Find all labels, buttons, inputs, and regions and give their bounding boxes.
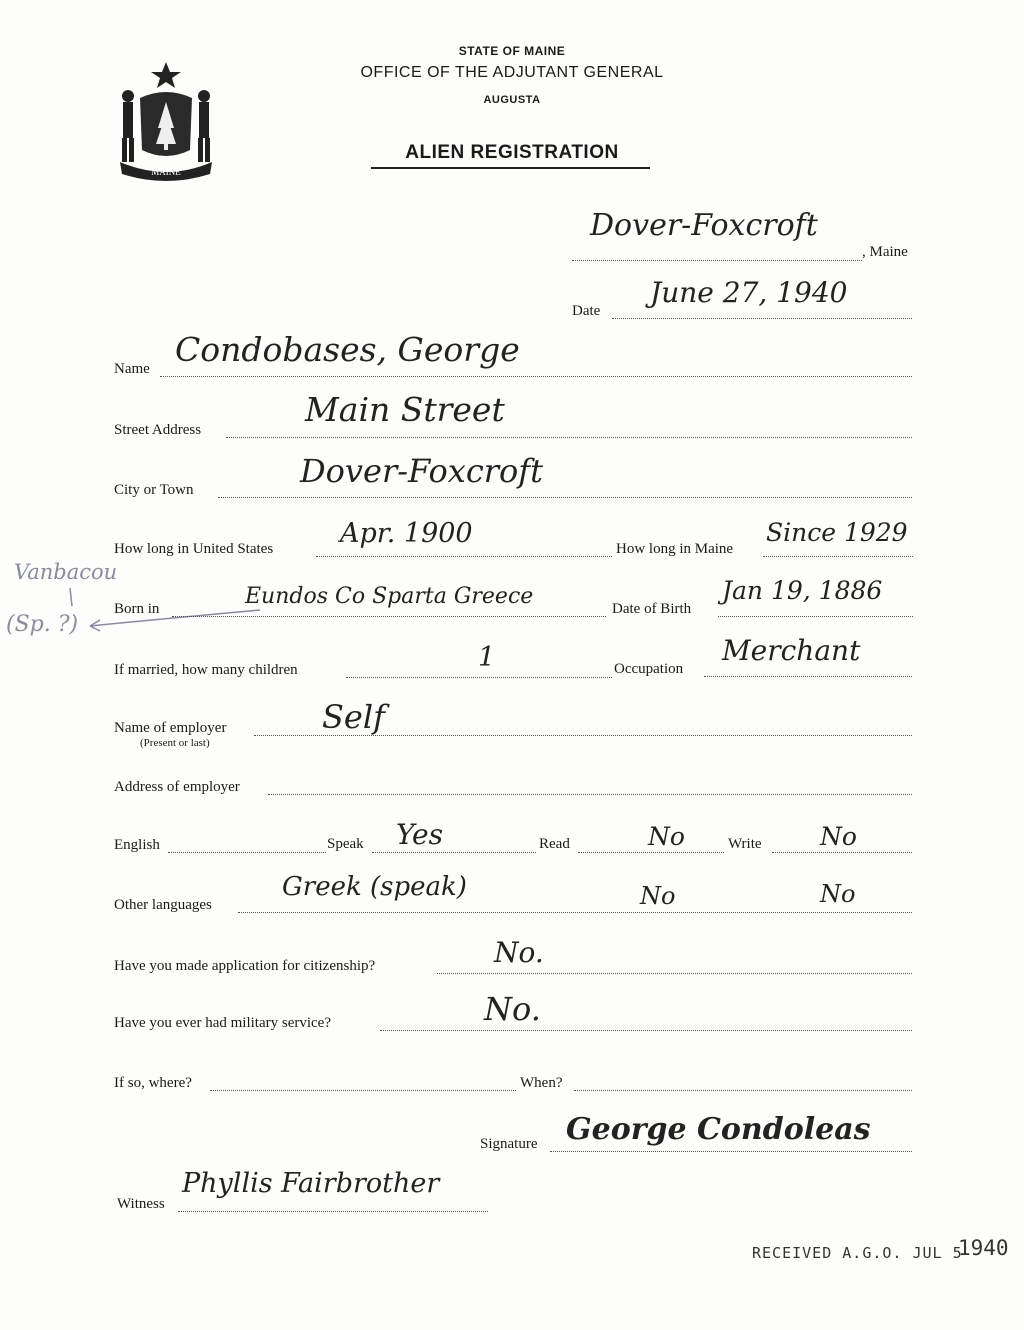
other-languages-label: Other languages bbox=[114, 897, 212, 913]
military-label: Have you ever had military service? bbox=[114, 1015, 331, 1031]
received-stamp-year: 1940 bbox=[958, 1236, 1009, 1260]
maine-label: , Maine bbox=[862, 244, 908, 260]
town-entry: Dover-Foxcroft bbox=[590, 208, 818, 243]
signature-line bbox=[550, 1151, 912, 1152]
date-entry: June 27, 1940 bbox=[650, 276, 848, 309]
title-underline bbox=[371, 167, 650, 169]
street-entry: Main Street bbox=[305, 390, 505, 429]
english-line-1 bbox=[168, 852, 326, 853]
if-so-where-line bbox=[210, 1090, 516, 1091]
children-line bbox=[346, 677, 612, 678]
form-title: ALIEN REGISTRATION bbox=[405, 142, 619, 163]
write-label: Write bbox=[728, 836, 762, 852]
english-label: English bbox=[114, 837, 160, 853]
svg-text:MAINE: MAINE bbox=[151, 167, 181, 177]
state-heading: STATE OF MAINE bbox=[458, 44, 566, 58]
employer-entry: Self bbox=[322, 698, 385, 736]
citizenship-line bbox=[437, 973, 912, 974]
english-speak-entry: Yes bbox=[396, 818, 443, 851]
how-long-us-line bbox=[316, 556, 612, 557]
employer-address-label: Address of employer bbox=[114, 779, 240, 795]
how-long-maine-line bbox=[763, 556, 913, 557]
date-of-birth-entry: Jan 19, 1886 bbox=[722, 576, 883, 605]
city-label: City or Town bbox=[114, 482, 194, 498]
city-entry: Dover-Foxcroft bbox=[300, 452, 543, 490]
when-line bbox=[574, 1090, 912, 1091]
english-write-entry: No bbox=[820, 822, 857, 851]
other-languages-entry: Greek (speak) bbox=[282, 872, 467, 902]
town-line bbox=[572, 260, 862, 261]
date-line bbox=[612, 318, 912, 319]
children-label: If married, how many children bbox=[114, 662, 298, 678]
witness-label: Witness bbox=[117, 1196, 165, 1212]
how-long-maine-entry: Since 1929 bbox=[766, 518, 908, 547]
city-heading: AUGUSTA bbox=[483, 94, 541, 106]
english-read-entry: No bbox=[648, 822, 685, 851]
speak-label: Speak bbox=[327, 836, 364, 852]
margin-note-arrow bbox=[60, 586, 260, 636]
margin-note-query: (Sp. ?) bbox=[6, 612, 79, 637]
write-line bbox=[772, 852, 912, 853]
margin-note-word: Vanbacou bbox=[14, 560, 118, 584]
if-so-where-label: If so, where? bbox=[114, 1075, 192, 1091]
read-line bbox=[578, 852, 724, 853]
employer-address-line bbox=[268, 794, 912, 795]
witness-entry: Phyllis Fairbrother bbox=[182, 1168, 440, 1199]
occupation-label: Occupation bbox=[614, 661, 684, 677]
born-in-entry: Eundos Co Sparta Greece bbox=[245, 584, 534, 609]
signature-label: Signature bbox=[480, 1136, 538, 1152]
citizenship-entry: No. bbox=[494, 936, 544, 969]
other-languages-line bbox=[238, 912, 912, 913]
other-write-entry: No bbox=[820, 880, 856, 908]
date-label: Date bbox=[572, 303, 601, 319]
military-line bbox=[380, 1030, 912, 1031]
when-label: When? bbox=[520, 1075, 563, 1091]
occupation-line bbox=[704, 676, 912, 677]
how-long-maine-label: How long in Maine bbox=[616, 541, 734, 557]
citizenship-label: Have you made application for citizenship? bbox=[114, 958, 376, 974]
read-label: Read bbox=[539, 836, 570, 852]
date-of-birth-line bbox=[718, 616, 913, 617]
born-in-line bbox=[172, 616, 606, 617]
children-entry: 1 bbox=[478, 642, 496, 673]
received-stamp: RECEIVED A.G.O. JUL 5 bbox=[752, 1244, 963, 1262]
military-entry: No. bbox=[484, 990, 541, 1028]
date-of-birth-label: Date of Birth bbox=[612, 601, 692, 617]
name-label: Name bbox=[114, 361, 150, 377]
born-in-label: Born in bbox=[114, 601, 160, 617]
employer-label: Name of employer bbox=[114, 720, 227, 736]
occupation-entry: Merchant bbox=[722, 634, 861, 667]
office-heading: OFFICE OF THE ADJUTANT GENERAL bbox=[360, 64, 664, 81]
street-line bbox=[226, 437, 912, 438]
how-long-us-entry: Apr. 1900 bbox=[340, 518, 473, 549]
signature-entry: George Condoleas bbox=[566, 1112, 871, 1147]
how-long-us-label: How long in United States bbox=[114, 541, 274, 557]
street-label: Street Address bbox=[114, 422, 202, 438]
witness-line bbox=[178, 1211, 488, 1212]
name-line bbox=[160, 376, 912, 377]
other-read-entry: No bbox=[640, 882, 676, 910]
name-entry: Condobases, George bbox=[175, 330, 520, 369]
city-line bbox=[218, 497, 912, 498]
speak-line bbox=[372, 852, 536, 853]
employer-note: (Present or last) bbox=[140, 737, 210, 749]
